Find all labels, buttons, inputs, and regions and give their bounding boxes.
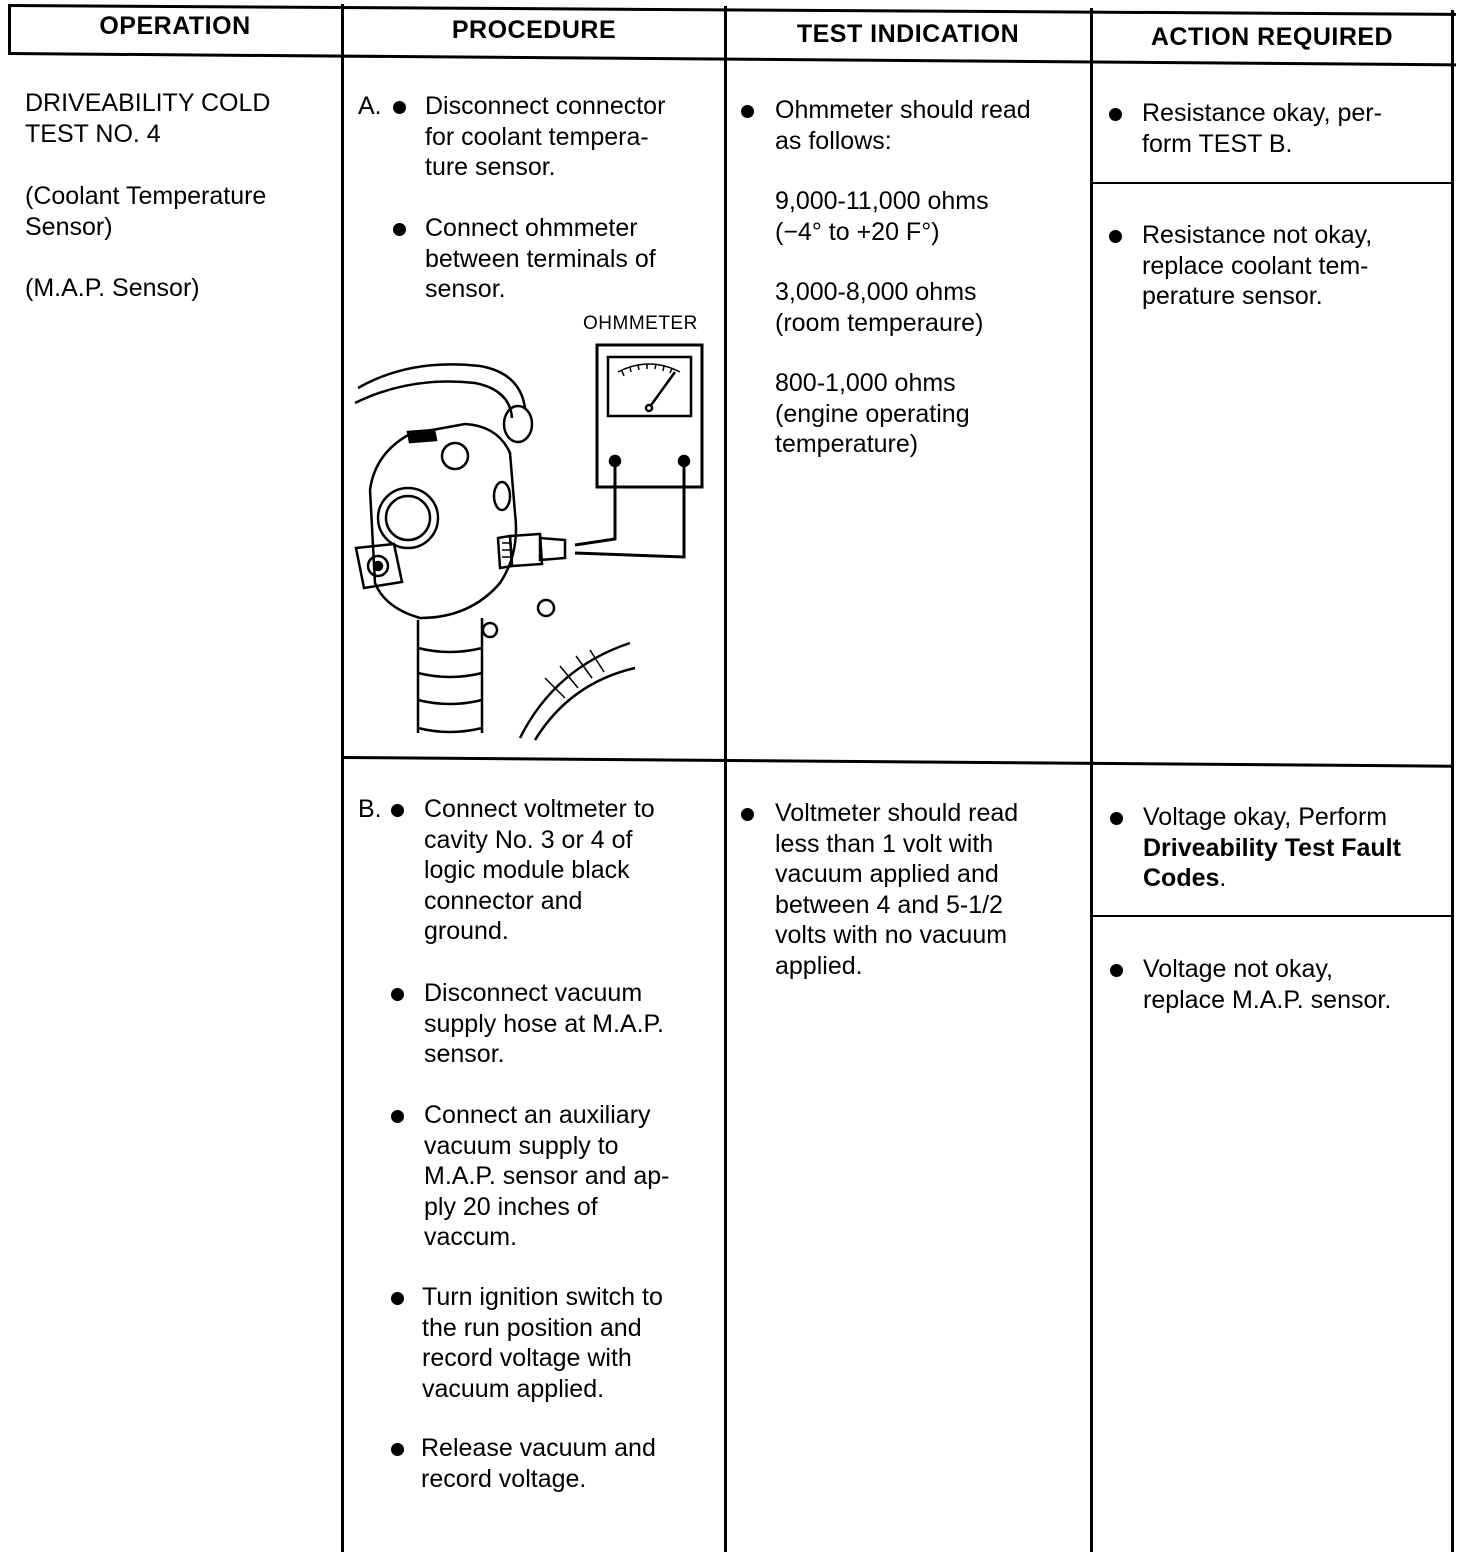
step-a-indication: Ohmmeter should read as follows: 9,000-11,000 ohms (−4° to +20 F°) 3,000-8,000 ohms (room temperaure) 800-1,000 ohms (engine operating temperature) [775, 96, 1031, 458]
step-b-bullet-4: Turn ignition switch to the run position and record voltage with vacuum applied. [422, 1283, 663, 1403]
test-name-line: DRIVEABILITY COLD [25, 89, 271, 117]
action-b-divider [1092, 915, 1453, 917]
step-b-letter: B. [358, 795, 382, 823]
header-operation: OPERATION [99, 12, 251, 40]
resistance-reading: 9,000-11,000 ohms (−4° to +20 F°) [775, 187, 989, 246]
step-b-bullet-3: Connect an auxiliary vacuum supply to M.A.P. sensor and ap- ply 20 inches of vaccum. [424, 1101, 670, 1251]
ohmmeter-needle [649, 372, 675, 408]
bullet [1110, 964, 1123, 977]
action-a-divider [1092, 182, 1453, 184]
bullet [393, 101, 406, 114]
step-a-bullet-1: Disconnect connector for coolant tempera- ture sensor. [425, 92, 666, 181]
col-divider-1 [341, 4, 344, 1552]
step-b-bullet-5: Release vacuum and record voltage. [421, 1434, 656, 1493]
bullet [391, 988, 404, 1001]
bullet [741, 105, 754, 118]
step-a-action-bad: Resistance not okay, replace coolant tem- perature sensor. [1142, 221, 1373, 310]
bullet [741, 808, 754, 821]
step-a-letter: A. [358, 92, 382, 120]
bullet [393, 223, 406, 236]
header-action-required: ACTION REQUIRED [1150, 23, 1394, 51]
step-a-bullet-2: Connect ohmmeter between terminals of sensor. [425, 214, 656, 303]
bullet [391, 1443, 404, 1456]
test-lead [575, 461, 615, 545]
header-test-indication: TEST INDICATION [796, 20, 1020, 48]
coolant-sensor-ohmmeter-illustration [350, 338, 720, 748]
bullet [1110, 812, 1123, 825]
sensor-name-line: (M.A.P. Sensor) [25, 274, 200, 302]
header-procedure: PROCEDURE [451, 16, 617, 44]
sensor-name-line: Sensor) [25, 212, 113, 241]
resistance-reading: 800-1,000 ohms (engine operating temperature) [775, 369, 970, 458]
bullet [391, 1292, 404, 1305]
col-divider-3 [1090, 8, 1093, 1552]
operation-cell [25, 88, 270, 304]
resistance-reading: 3,000-8,000 ohms (room temperaure) [775, 278, 984, 337]
step-b-action-ok: Voltage okay, Perform Driveability Test Fault Codes. [1143, 803, 1401, 892]
bullet [1109, 230, 1122, 243]
header-bottom-rule [8, 52, 1456, 66]
step-a-b-divider [343, 756, 1453, 768]
step-b-bullet-2: Disconnect vacuum supply hose at M.A.P. sensor. [424, 979, 664, 1068]
table-right-border [1451, 10, 1454, 1552]
step-b-bullet-1: Connect voltmeter to cavity No. 3 or 4 of logic module black connector and ground. [424, 795, 655, 945]
test-name-line: TEST NO. 4 [25, 119, 161, 148]
step-b-indication: Voltmeter should read less than 1 volt with vacuum applied and between 4 and 5-1/2 volts with no vacuum applied. [775, 799, 1019, 980]
sensor-name-line: (Coolant Temperature [25, 182, 267, 210]
bullet [1109, 108, 1122, 121]
step-a-action-ok: Resistance okay, per- form TEST B. [1142, 99, 1382, 158]
col-divider-2 [724, 6, 727, 1552]
step-b-action-bad: Voltage not okay, replace M.A.P. sensor. [1143, 955, 1392, 1014]
figure-label-ohmmeter: OHMMETER [583, 313, 698, 334]
bullet [391, 1110, 404, 1123]
bullet [391, 804, 404, 817]
